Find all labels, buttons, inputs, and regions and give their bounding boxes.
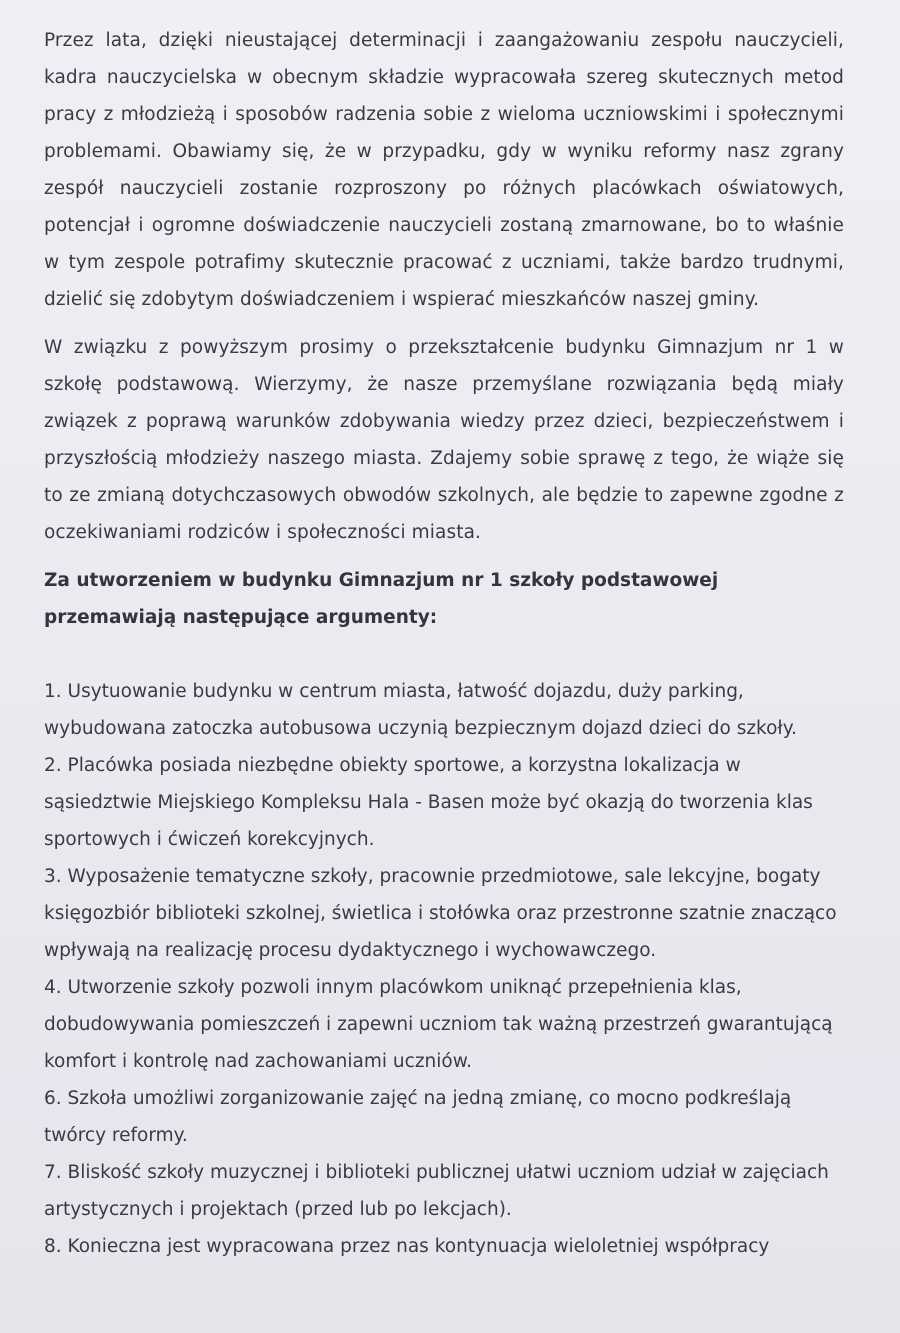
list-item: 8. Konieczna jest wypracowana przez nas kontynuacja wieloletniej współpracy [44,1236,770,1257]
list-item: 7. Bliskość szkoły muzycznej i biblioteki publicznej ułatwi uczniom udział w zajęciach artystycznych i projektach (przed lub po lekcjach). [44,1162,829,1220]
paragraph-teacher-team: Przez lata, dzięki nieustającej determinacji i zaangażowaniu zespołu nauczycieli, kadra nauczycielska w obecnym składzie wypracowała szereg skutecznych metod pracy z młodzieżą i sposobów radzenia sobie z wieloma uczniowskimi i społecznymi problemami. Obawiamy się, że w przypadku, gdy w wyniku reformy nasz zgrany zespół nauczycieli zostanie rozproszony po różnych placówkach oświatowych, potencjał i ogromne doświadczenie nauczycieli zostaną zmarnowane, bo to właśnie w tym zespole potrafimy skutecznie pracować z uczniami, także bardzo trudnymi, dzielić się zdobytym doświadczeniem i wspierać mieszkańców naszej gminy. [44,30,844,310]
paragraph-request: W związku z powyższym prosimy o przekształcenie budynku Gimnazjum nr 1 w szkołę podstawową. Wierzymy, że nasze przemyślane rozwiązania będą miały związek z poprawą warunków zdobywania wiedzy przez dzieci, bezpieczeństwem i przyszłością młodzieży naszego miasta. Zdajemy sobie sprawę z tego, że wiąże się to ze zmianą dotychczasowych obwodów szkolnych, ale będzie to zapewne zgodne z oczekiwaniami rodziców i społeczności miasta. [44,337,844,543]
list-item: 2. Placówka posiada niezbędne obiekty sportowe, a korzystna lokalizacja w sąsiedztwie Miejskiego Kompleksu Hala - Basen może być okazją do tworzenia klas sportowych i ćwiczeń korekcyjnych. [44,755,813,850]
list-item: 4. Utworzenie szkoły pozwoli innym placówkom uniknąć przepełnienia klas, dobudowywania pomieszczeń i zapewni uczniom tak ważną przestrzeń gwarantującą komfort i kontrolę nad zachowaniami uczniów. [44,977,833,1072]
document-body [44,22,844,1265]
arguments-heading: Za utworzeniem w budynku Gimnazjum nr 1 szkoły podstawowej przemawiają następujące argumenty: [44,570,719,628]
list-item: 6. Szkoła umożliwi zorganizowanie zajęć na jedną zmianę, co mocno podkreślają twórcy reformy. [44,1088,792,1146]
list-item: 3. Wyposażenie tematyczne szkoły, pracownie przedmiotowe, sale lekcyjne, bogaty księgozbiór biblioteki szkolnej, świetlica i stołówka oraz przestronne szatnie znacząco wpływają na realizację procesu dydaktycznego i wychowawczego. [44,866,837,961]
arguments-list [44,673,844,1265]
list-item: 1. Usytuowanie budynku w centrum miasta, łatwość dojazdu, duży parking, wybudowana zatoczka autobusowa uczynią bezpiecznym dojazd dzieci do szkoły. [44,681,797,739]
